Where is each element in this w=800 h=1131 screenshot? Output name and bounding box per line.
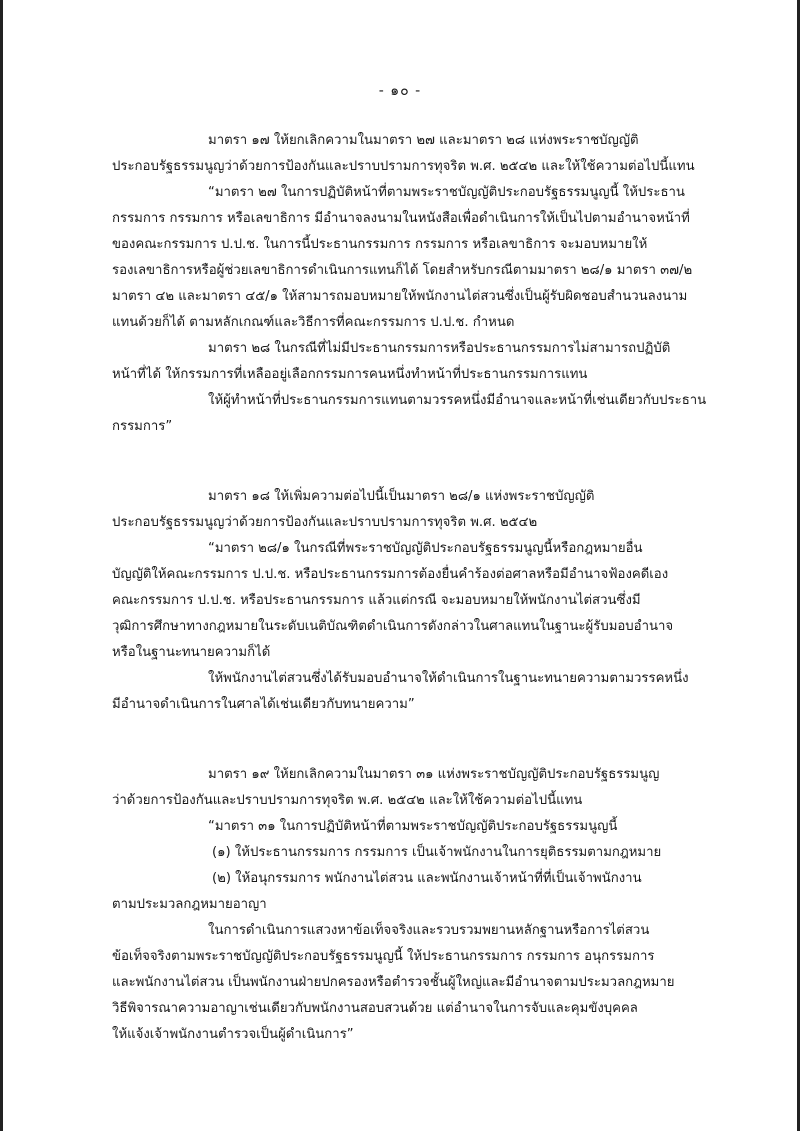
text-line: (๑) ให้ประธานกรรมการ กรรมการ เป็นเจ้าพนักงานในการยุติธรรมตามกฎหมาย <box>212 845 662 860</box>
text-line: มาตรา ๒๘ ในกรณีที่ไม่มีประธานกรรมการหรือประธานกรรมการไม่สามารถปฏิบัติ <box>208 341 671 356</box>
section-18 <box>112 484 710 718</box>
text-line: ให้แจ้งเจ้าพนักงานตำรวจเป็นผู้ดำเนินการ” <box>112 1027 354 1042</box>
text-line: มาตรา ๑๙ ให้ยกเลิกความในมาตรา ๓๑ แห่งพระราชบัญญัติประกอบรัฐธรรมนูญ <box>208 767 660 782</box>
text-line: ว่าด้วยการป้องกันและปราบปรามการทุจริต พ.ศ. ๒๕๔๒ และให้ใช้ความต่อไปนี้แทน <box>112 793 583 808</box>
text-line: มีอำนาจดำเนินการในศาลได้เช่นเดียวกับทนายความ” <box>112 697 415 712</box>
text-line: รองเลขาธิการหรือผู้ช่วยเลขาธิการดำเนินการแทนก็ได้ โดยสำหรับกรณีตามมาตรา ๒๘/๑ มาตรา ๓๗/๒ <box>112 263 693 278</box>
section-17 <box>112 128 710 440</box>
text-line: วุฒิการศึกษาทางกฎหมายในระดับเนติบัณฑิตดำเนินการดังกล่าวในศาลแทนในฐานะผู้รับมอบอำนาจ <box>112 619 674 634</box>
text-line: กรรมการ” <box>112 419 173 434</box>
text-line: ในการดำเนินการแสวงหาข้อเท็จจริงและรวบรวมพยานหลักฐานหรือการไต่สวน <box>208 923 650 938</box>
text-line: มาตรา ๔๒ และมาตรา ๔๕/๑ ให้สามารถมอบหมายให้พนักงานไต่สวนซึ่งเป็นผู้รับผิดชอบสำนวนลงนาม <box>112 289 688 304</box>
text-line: ให้พนักงานไต่สวนซึ่งได้รับมอบอำนาจให้ดำเนินการในฐานะทนายความตามวรรคหนึ่ง <box>208 671 689 686</box>
text-line: มาตรา ๑๘ ให้เพิ่มความต่อไปนี้เป็นมาตรา ๒๘/๑ แห่งพระราชบัญญัติ <box>208 489 595 504</box>
text-line: คณะกรรมการ ป.ป.ช. หรือประธานกรรมการ แล้วแต่กรณี จะมอบหมายให้พนักงานไต่สวนซึ่งมี <box>112 593 641 608</box>
text-line: มาตรา ๑๗ ให้ยกเลิกความในมาตรา ๒๗ และมาตรา ๒๘ แห่งพระราชบัญญัติ <box>208 133 639 148</box>
text-line: ให้ผู้ทำหน้าที่ประธานกรรมการแทนตามวรรคหนึ่งมีอำนาจและหน้าที่เช่นเดียวกับประธาน <box>208 393 707 408</box>
section-19 <box>112 762 710 1048</box>
text-line: แทนด้วยก็ได้ ตามหลักเกณฑ์และวิธีการที่คณะกรรมการ ป.ป.ช. กำหนด <box>112 315 515 330</box>
text-line: “มาตรา ๒๗ ในการปฏิบัติหน้าที่ตามพระราชบัญญัติประกอบรัฐธรรมนูญนี้ ให้ประธาน <box>208 185 685 200</box>
text-line: ประกอบรัฐธรรมนูญว่าด้วยการป้องกันและปราบปรามการทุจริต พ.ศ. ๒๕๔๒ และให้ใช้ความต่อไปนี้แทน <box>112 159 695 174</box>
text-line: (๒) ให้อนุกรรมการ พนักงานไต่สวน และพนักงานเจ้าหน้าที่ที่เป็นเจ้าพนักงาน <box>212 871 642 886</box>
text-line: ของคณะกรรมการ ป.ป.ช. ในการนี้ประธานกรรมการ กรรมการ หรือเลขาธิการ จะมอบหมายให้ <box>112 237 648 252</box>
text-line: ข้อเท็จจริงตามพระราชบัญญัติประกอบรัฐธรรมนูญนี้ ให้ประธานกรรมการ กรรมการ อนุกรรมการ <box>112 949 655 964</box>
text-line: ประกอบรัฐธรรมนูญว่าด้วยการป้องกันและปราบปรามการทุจริต พ.ศ. ๒๕๔๒ <box>112 515 538 530</box>
text-line: “มาตรา ๓๑ ในการปฏิบัติหน้าที่ตามพระราชบัญญัติประกอบรัฐธรรมนูญนี้ <box>208 819 618 834</box>
text-line: “มาตรา ๒๘/๑ ในกรณีที่พระราชบัญญัติประกอบรัฐธรรมนูญนี้หรือกฎหมายอื่น <box>208 541 643 556</box>
text-line: หน้าที่ได้ ให้กรรมการที่เหลืออยู่เลือกกรรมการคนหนึ่งทำหน้าที่ประธานกรรมการแทน <box>112 367 588 382</box>
spacer <box>112 440 710 484</box>
text-line: หรือในฐานะทนายความก็ได้ <box>112 645 271 660</box>
page-number: - ๑๐ - <box>378 83 422 99</box>
spacer <box>112 718 710 762</box>
text-line: และพนักงานไต่สวน เป็นพนักงานฝ่ายปกครองหรือตำรวจชั้นผู้ใหญ่และมีอำนาจตามประมวลกฎหมาย <box>112 975 675 990</box>
document-body <box>112 128 710 1048</box>
text-line: ตามประมวลกฎหมายอาญา <box>112 897 267 912</box>
text-line: วิธีพิจารณาความอาญาเช่นเดียวกับพนักงานสอบสวนด้วย แต่อำนาจในการจับและคุมขังบุคคล <box>112 1001 638 1016</box>
text-line: บัญญัติให้คณะกรรมการ ป.ป.ช. หรือประธานกรรมการต้องยื่นคำร้องต่อศาลหรือมีอำนาจฟ้องคดีเอง <box>112 567 669 582</box>
page-border-left <box>0 0 3 1131</box>
text-line: กรรมการ กรรมการ หรือเลขาธิการ มีอำนาจลงนามในหนังสือเพื่อดำเนินการให้เป็นไปตามอำนาจหน้าที่ <box>112 211 690 226</box>
